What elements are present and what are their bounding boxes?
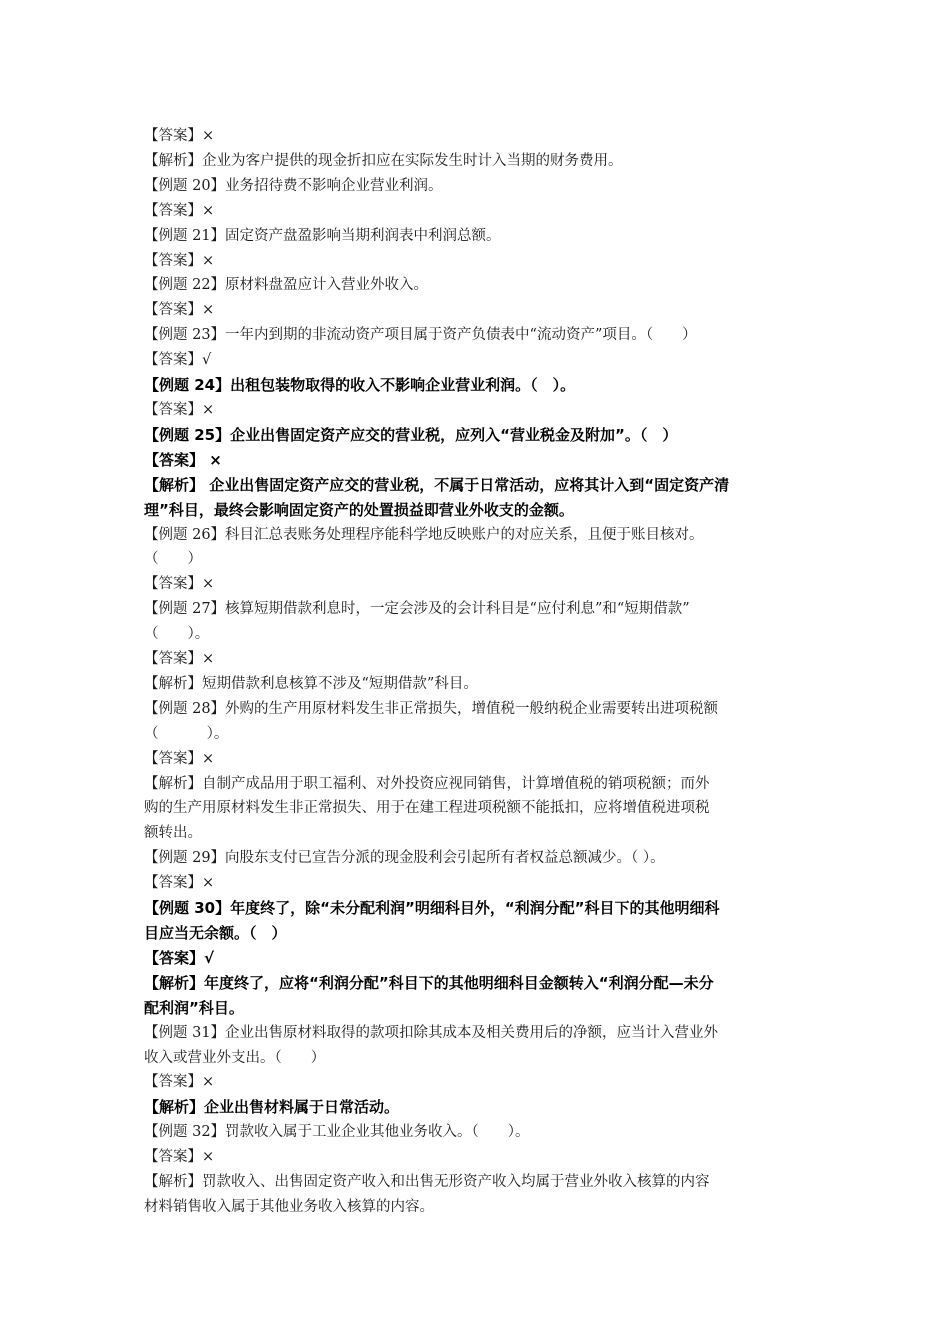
example-25-question: 【例题 25】企业出售固定资产应交的营业税，应列入“营业税金及附加”。（ ） bbox=[144, 425, 678, 444]
example-27-blank: （ ）。 bbox=[144, 626, 210, 643]
example-31-question-continued: 收入或营业外支出。（ ） bbox=[144, 1049, 326, 1066]
example-30-question-continued: 目应当无余额。（ ） bbox=[144, 924, 287, 942]
analysis-line-continued: 材料销售收入属于其他业务收入核算的内容。 bbox=[144, 1198, 434, 1215]
analysis-line-continued: 配利润”科目。 bbox=[144, 998, 244, 1017]
analysis-line-continued: 理”科目，最终会影响固定资产的处置损益即营业外收支的金额。 bbox=[144, 500, 574, 519]
answer-line: 【答案】× bbox=[144, 302, 215, 319]
analysis-line: 【解析】自制产成品用于职工福利、对外投资应视同销售，计算增值税的销项税额；而外 bbox=[144, 775, 710, 792]
answer-line: 【答案】× bbox=[144, 128, 215, 144]
example-27-question: 【例题 27】核算短期借款利息时，一定会涉及的会计科目是“应付利息”和“短期借款” bbox=[144, 601, 690, 618]
example-29-question: 【例题 29】向股东支付已宣告分派的现金股利会引起所有者权益总额减少。（ ）。 bbox=[144, 850, 665, 867]
example-22-question: 【例题 22】原材料盘盈应计入营业外收入。 bbox=[144, 277, 429, 294]
example-30-question: 【例题 30】年度终了，除“未分配利润”明细科目外，“利润分配”科目下的其他明细科 bbox=[144, 899, 720, 918]
analysis-line: 【解析】短期借款利息核算不涉及“短期借款”科目。 bbox=[144, 675, 478, 692]
analysis-line-continued: 购的生产用原材料发生非正常损失、用于在建工程进项税额不能抵扣，应将增值税进项税 bbox=[144, 800, 710, 817]
answer-line: 【答案】× bbox=[144, 1149, 215, 1166]
analysis-line: 【解析】罚款收入、出售固定资产收入和出售无形资产收入均属于营业外收入核算的内容 bbox=[144, 1174, 710, 1191]
answer-line: 【答案】× bbox=[144, 252, 215, 269]
analysis-line-continued: 额转出。 bbox=[144, 825, 202, 842]
answer-line: 【答案】× bbox=[144, 651, 215, 668]
answer-line: 【答案】× bbox=[144, 750, 215, 767]
answer-line: 【答案】√ bbox=[144, 352, 212, 369]
answer-line: 【答案】× bbox=[144, 1074, 215, 1091]
analysis-line: 【解析】年度终了，应将“利润分配”科目下的其他明细科目金额转入“利润分配—未分 bbox=[144, 973, 714, 992]
example-26-blank: （ ） bbox=[144, 551, 202, 568]
example-31-question: 【例题 31】企业出售原材料取得的款项扣除其成本及相关费用后的净额，应当计入营业外 bbox=[144, 1024, 719, 1041]
document-page bbox=[144, 124, 814, 1220]
analysis-line: 【解析】企业出售材料属于日常活动。 bbox=[144, 1098, 400, 1117]
answer-line: 【答案】 × bbox=[144, 450, 222, 469]
example-21-question: 【例题 21】固定资产盘盈影响当期利润表中利润总额。 bbox=[144, 227, 501, 244]
answer-line: 【答案】× bbox=[144, 401, 215, 418]
example-23-question: 【例题 23】一年内到期的非流动资产项目属于资产负债表中“流动资产”项目。（ ） bbox=[144, 327, 697, 344]
analysis-line: 【解析】 企业出售固定资产应交的营业税，不属于日常活动，应将其计入到“固定资产清 bbox=[144, 475, 730, 494]
answer-line: 【答案】× bbox=[144, 576, 215, 593]
analysis-line: 【解析】企业为客户提供的现金折扣应在实际发生时计入当期的财务费用。 bbox=[144, 152, 623, 169]
example-26-question: 【例题 26】科目汇总表账务处理程序能科学地反映账户的对应关系，且便于账目核对。 bbox=[144, 526, 704, 543]
example-28-question: 【例题 28】外购的生产用原材料发生非正常损失，增值税一般纳税企业需要转出进项税额 bbox=[144, 700, 719, 717]
answer-line: 【答案】√ bbox=[144, 948, 215, 967]
example-24-question: 【例题 24】出租包装物取得的收入不影响企业营业利润。（ ）。 bbox=[144, 376, 576, 395]
example-28-blank: （ ）。 bbox=[144, 725, 229, 742]
example-20-question: 【例题 20】业务招待费不影响企业营业利润。 bbox=[144, 177, 443, 194]
answer-line: 【答案】× bbox=[144, 875, 215, 892]
answer-line: 【答案】× bbox=[144, 202, 215, 219]
example-32-question: 【例题 32】罚款收入属于工业企业其他业务收入。（ ）。 bbox=[144, 1124, 530, 1141]
